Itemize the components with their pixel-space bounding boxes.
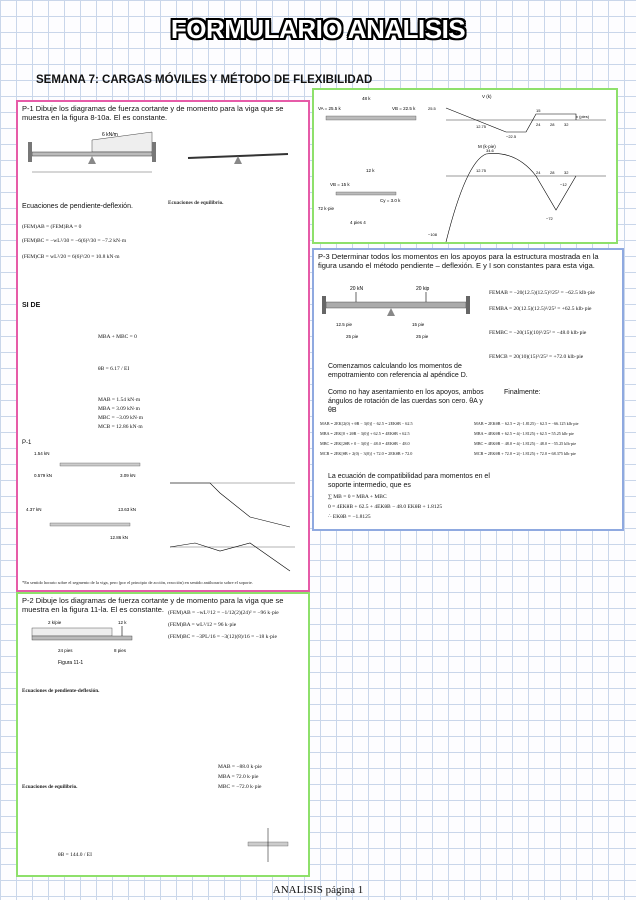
pg-mid: VB = 15 k [330, 182, 350, 187]
pg-x-label: x (pies) [576, 114, 590, 119]
p3-r3: MBC = 4EKθB − 48.0 = 4(−1.8125) − 48.0 = −55.25 klb·pie [474, 441, 577, 446]
p2-span1: 24 pies [58, 648, 73, 653]
p3-m3: MBC = 2EK[2θB + 0 − 3(0)] − 48.0 = 4EKθB − 48.0 [320, 441, 410, 446]
shear-moment-graph-panel [312, 88, 618, 244]
problem-3-panel [312, 248, 624, 531]
problem-3-title: P-3 Determinar todos los momentos en los apoyos para la estructura mostrada en la figura usando el método pendiente – deflexión. E y I son constantes para esta viga. [318, 252, 599, 270]
p3-bullet4: La ecuación de compatibilidad para momentos en el soporte intermedio, que es [328, 473, 490, 489]
p1-reaction-diagram [20, 447, 310, 577]
p2-sub2: Ecuaciones de equilibrio. [22, 784, 78, 790]
p2-load2: 12 k [118, 620, 127, 625]
pg-m-1: 12.75 [476, 168, 487, 173]
p3-fem2: FEMBA = 20(12.5)(12.5)²/25² = +62.5 klb·pie [489, 306, 592, 312]
p1-eq3: (FEM)CB = wL²/20 = 6(6)²/20 = 10.8 kN·m [22, 254, 120, 260]
p1-load-label: 6 kN/m [102, 132, 118, 138]
p2-joint-diagram [238, 826, 298, 866]
p3-r4: MCB = 2EKθB + 72.0 = 2(−1.8125) + 72.0 = 68.375 klb·pie [474, 451, 576, 456]
p3-span1: 12.5 pie [336, 322, 353, 327]
problem-1-panel [16, 100, 310, 592]
p2-res3: MBC = −72.0 k·pie [218, 784, 262, 790]
problem-1-free-body [178, 132, 298, 182]
pg-vb: VB = 22.5 k [392, 106, 416, 111]
p3-bullet3: Finalmente: [504, 389, 541, 396]
p3-fem1: FEMAB = −20(12.5)(12.5)²/25² = −62.5 klb·pie [489, 290, 595, 296]
pg-right-load: 12 k [366, 168, 375, 173]
section-subtitle: SEMANA 7: CARGAS MÓVILES Y MÉTODO DE FLEXIBILIDAD [36, 74, 373, 86]
p1-sub-equilibrium: Ecuaciones de equilibrio. [168, 200, 224, 206]
p1-res5: MBC = −3.09 kN·m [98, 415, 144, 421]
p1-shear-val-1: 0.579 kN [34, 473, 53, 478]
p1-res4: MBA = 3.09 kN·m [98, 406, 140, 412]
pg-left-load: 48 k [362, 96, 371, 101]
p2-load1: 2 k/pie [48, 620, 62, 625]
pg-diagrams [426, 92, 616, 242]
p3-c3: ∴ EKθB = −1.8125 [328, 514, 371, 520]
p1-shear-val-3: 12.86 kN [110, 535, 129, 540]
p2-eq3: (FEM)BC = −3PL/16 = −3(12)(8)/16 = −18 k·pie [168, 634, 277, 640]
pg-m-2: 24 [536, 170, 541, 175]
p1-shear-val-4: 4.37 kN [26, 507, 42, 512]
pg-v-4: 28 [550, 122, 555, 127]
problem-2-panel [16, 592, 310, 877]
p2-fig-caption: Figura 11-1 [58, 660, 84, 666]
p1-res2: θB = 6.17 / EI [98, 366, 130, 372]
pg-v-5: 32 [564, 122, 569, 127]
pg-v-1: 12.75 [476, 124, 487, 129]
p1-res1: MBA + MBC = 0 [98, 334, 137, 340]
p1-eq1: (FEM)AB = (FEM)BA = 0 [22, 224, 82, 230]
pg-m-label: M (k·pie) [478, 144, 496, 149]
p2-span2: 8 pies [114, 648, 127, 653]
problem-2-beam-figure [22, 618, 142, 674]
p1-shear-val-2: 3.09 kN [120, 473, 136, 478]
p3-fem3: FEMBC = −20(15)(10)²/25² = −48.0 klb·pie [489, 330, 587, 336]
pg-v-0: 25.5 [428, 106, 436, 111]
p1-label: P-1 [22, 440, 32, 446]
p1-footnote: *En sentido horario sobre el segmento de la viga, pero (por el principio de acción, reacción) en sentido antihorario sobre el soporte. [22, 580, 253, 585]
p3-m2: MBA = 2EK[0 + 2θB − 3(0)] + 62.5 = 4EKθB + 62.5 [320, 431, 410, 436]
p3-c1: ∑ MB = 0 = MBA + MBC [328, 494, 387, 500]
pg-m-6: −108 [428, 232, 438, 237]
p3-m4: MCB = 2EK[θB + 2(0) − 3(0)] + 72.0 = 2EKθB + 72.0 [320, 451, 413, 456]
pg-beam-figure [316, 92, 426, 242]
pg-m-0: 34.6 [486, 148, 494, 153]
pg-m72: 72 k·pie [318, 206, 335, 211]
p3-span2: 15 pie [412, 322, 425, 327]
p1-eq2: (FEM)BC = −wL²/30 = −6(6)²/30 = −7.2 kN·m [22, 238, 127, 244]
p3-r1: MAB = 2EKθB − 62.5 = 2(−1.8125) − 62.5 = −66.125 klb·pie [474, 421, 579, 426]
page-title: FORMULARIO ANALISIS [170, 14, 466, 44]
p1-derivation-text [168, 200, 306, 350]
pg-v-3: 24 [536, 122, 541, 127]
p2-eq1: (FEM)AB = −wL²/12 = −1/12(2)(24)² = −96 k·pie [168, 610, 279, 616]
p1-side-label: SI DE [22, 302, 41, 309]
pg-v-label: V (k) [482, 94, 492, 99]
pg-m-3: 28 [550, 170, 555, 175]
p1-res6: MCB = 12.86 kN·m [98, 424, 143, 430]
p3-c2: 0 = 4EKθB + 62.5 + 4EKθB − 48.0 EKθB + 1.8125 [328, 504, 443, 510]
p1-res3: MAB = 1.54 kN·m [98, 397, 141, 403]
pg-m-5: −12 [560, 182, 567, 187]
p1-shear-val-0: 1.54 kN [34, 451, 50, 456]
page-footer: ANALISIS página 1 [272, 884, 364, 896]
p3-span3: 25 pie [346, 334, 359, 339]
p2-res1: MAB = −88.0 k·pie [218, 764, 262, 770]
problem-3-beam-figure [316, 282, 476, 352]
p2-res4: θB = 144.0 / EI [58, 852, 92, 858]
p1-shear-val-5: 13.63 kN [118, 507, 137, 512]
p2-res2: MBA = 72.0 k·pie [218, 774, 259, 780]
pg-cy: Cy = 3.0 k [380, 198, 401, 203]
pg-v-2: 15 [536, 108, 541, 113]
p3-m1: MAB = 2EK[2(0) + θB − 3(0)] − 62.5 = 2EKθB − 62.5 [320, 421, 413, 426]
p1-bullet: Ecuaciones de pendiente-deflexión. [22, 203, 133, 210]
pg-pies: 4 pies 4 [350, 220, 366, 225]
pg-m-4: 32 [564, 170, 569, 175]
problem-2-title: P-2 Dibuje los diagramas de fuerza cortante y de momento para la viga que se muestra en la figura 11-la. El es constante. [22, 596, 284, 614]
p3-span4: 25 pie [416, 334, 429, 339]
p2-eq2: (FEM)BA = wL²/12 = 96 k·pie [168, 622, 237, 628]
p3-load1: 20 kN [350, 286, 364, 292]
p2-sub1: Ecuaciones de pendiente-deflexión. [22, 688, 100, 694]
pg-m-7: −72 [546, 216, 553, 221]
problem-1-title: P-1 Dibuje los diagramas de fuerza cortante y de momento para la viga que se muestra en la figura 8-10a. El es constante. [22, 104, 284, 122]
pg-v-6: −22.5 [506, 134, 517, 139]
p3-bullet2: Como no hay asentamiento en los apoyos, ambos ángulos de rotación de las cuerdas son cero. θA y θB [328, 389, 484, 414]
pg-va: VA = 25.5 k [318, 106, 341, 111]
p3-r2: MBA = 4EKθB + 62.5 = 4(−1.8125) + 62.5 = 55.25 klb·pie [474, 431, 574, 436]
p3-bullet1: Comenzamos calculando los momentos de empotramiento con referencia al apéndice D. [328, 363, 468, 379]
p3-load2: 20 kip [416, 286, 430, 292]
problem-1-beam-figure [22, 128, 162, 188]
p3-fem4: FEMCB = 20(10)(15)²/25² = +72.0 klb·pie [489, 354, 584, 360]
